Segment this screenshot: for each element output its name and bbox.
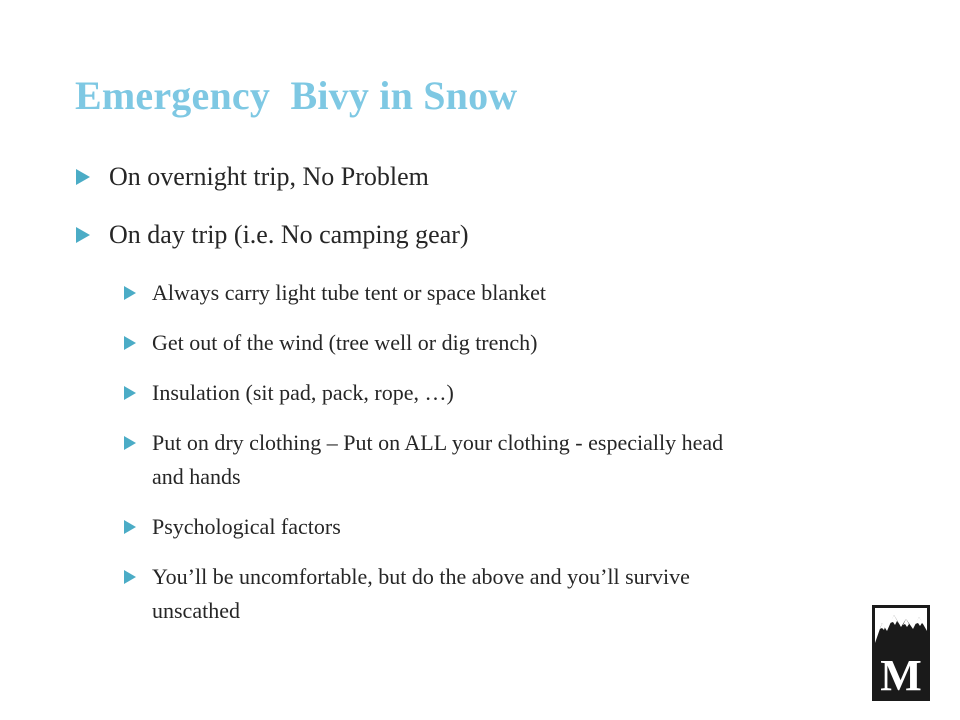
- bullet-text: Insulation (sit pad, pack, rope, …): [152, 380, 454, 405]
- bullet-text: On overnight trip, No Problem: [109, 162, 429, 191]
- bullet-text: Psychological factors: [152, 514, 341, 539]
- right-triangle-icon: [124, 336, 136, 350]
- right-triangle-icon: [76, 227, 90, 243]
- sub-bullet-item: [124, 510, 756, 544]
- right-triangle-icon: [124, 386, 136, 400]
- right-triangle-icon: [124, 436, 136, 450]
- logo-letter: M: [880, 651, 922, 700]
- bullet-list: [76, 160, 756, 644]
- bullet-text: On day trip (i.e. No camping gear): [109, 220, 469, 249]
- bullet-text: You’ll be uncomfortable, but do the above and you’ll survive unscathed: [152, 564, 690, 623]
- mountain-logo-icon: [872, 605, 930, 701]
- bullet-text: Always carry light tube tent or space blanket: [152, 280, 547, 305]
- sub-bullet-item: [124, 326, 756, 360]
- bullet-item: [76, 218, 756, 252]
- sub-bullet-item: [124, 276, 756, 310]
- slide-title: Emergency Bivy in Snow: [75, 73, 518, 118]
- sub-bullet-item: [124, 426, 756, 494]
- bullet-text: Get out of the wind (tree well or dig trench): [152, 330, 538, 355]
- right-triangle-icon: [124, 520, 136, 534]
- bullet-text: Put on dry clothing – Put on ALL your clothing - especially head and hands: [152, 430, 724, 489]
- right-triangle-icon: [124, 286, 136, 300]
- right-triangle-icon: [76, 169, 90, 185]
- right-triangle-icon: [124, 570, 136, 584]
- sub-bullet-item: [124, 376, 756, 410]
- bullet-item: [76, 160, 756, 194]
- sub-bullet-item: [124, 560, 756, 628]
